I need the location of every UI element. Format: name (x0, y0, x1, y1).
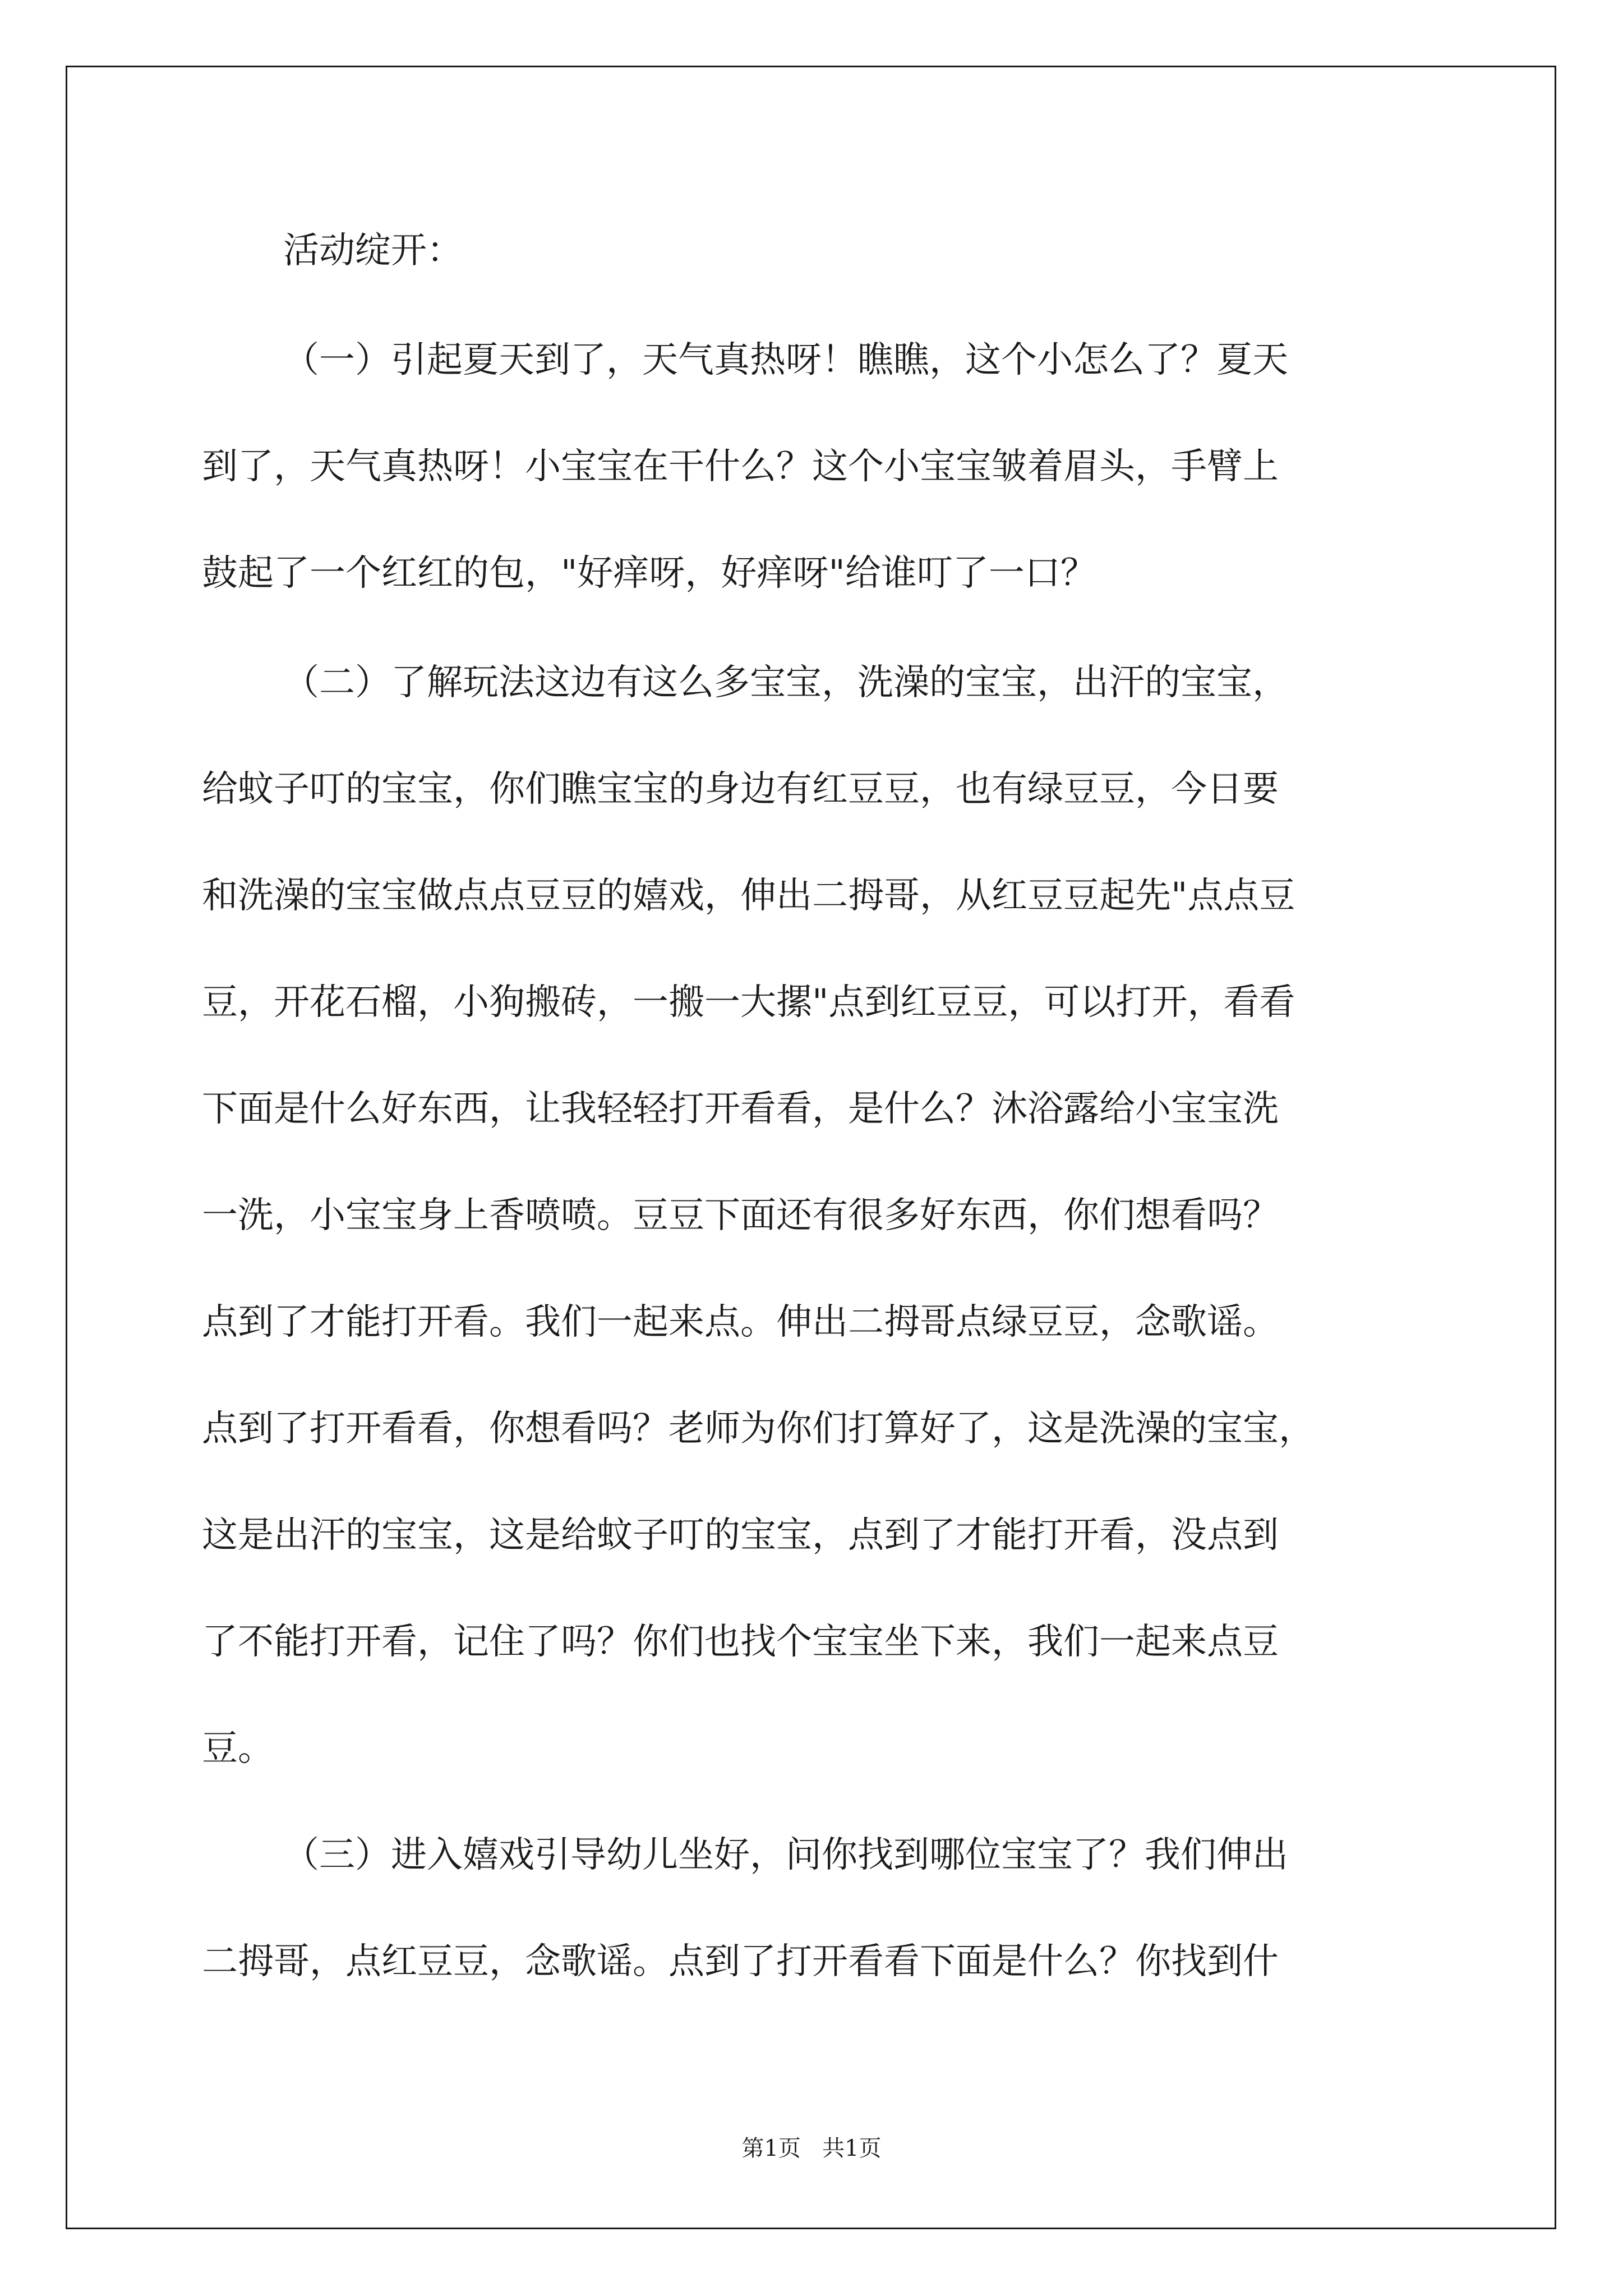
text-line: 给蚊子叮的宝宝，你们瞧宝宝的身边有红豆豆，也有绿豆豆，今日要 (202, 769, 1279, 810)
text-line: 一洗，小宝宝身上香喷喷。豆豆下面还有很多好东西，你们想看吗？ (202, 1195, 1279, 1236)
page-footer: 第1页 共1页 (741, 2136, 882, 2161)
text-line: （三）进入嬉戏引导幼儿坐好，问你找到哪位宝宝了？我们伸出 (283, 1834, 1288, 1876)
text-line: （二）了解玩法这边有这么多宝宝，洗澡的宝宝，出汗的宝宝， (283, 662, 1288, 703)
text-line: 二拇哥，点红豆豆，念歌谣。点到了打开看看下面是什么？你找到什 (202, 1941, 1279, 1982)
text-line: 和洗澡的宝宝做点点豆豆的嬉戏，伸出二拇哥，从红豆豆起先"点点豆 (202, 875, 1295, 917)
text-line: 下面是什么好东西，让我轻轻打开看看，是什么？沐浴露给小宝宝洗 (202, 1088, 1279, 1130)
text-line: 了不能打开看，记住了吗？你们也找个宝宝坐下来，我们一起来点豆 (202, 1621, 1279, 1663)
text-line: 活动绽开： (283, 230, 463, 272)
text-line: 鼓起了一个红红的包，"好痒呀，好痒呀"给谁叮了一口？ (202, 553, 1096, 594)
page-border (66, 66, 1556, 2229)
text-line: （一）引起夏天到了，天气真热呀！瞧瞧，这个小怎么了？夏天 (283, 339, 1288, 381)
text-line: 点到了才能打开看。我们一起来点。伸出二拇哥点绿豆豆，念歌谣。 (202, 1301, 1279, 1343)
text-line: 点到了打开看看，你想看吗？老师为你们打算好了，这是洗澡的宝宝， (202, 1408, 1315, 1450)
text-line: 豆。 (202, 1728, 274, 1769)
text-line: 这是出汗的宝宝，这是给蚊子叮的宝宝，点到了才能打开看，没点到 (202, 1515, 1279, 1556)
text-line: 豆，开花石榴，小狗搬砖，一搬一大摞"点到红豆豆，可以打开，看看 (202, 982, 1295, 1023)
text-line: 到了，天气真热呀！小宝宝在干什么？这个小宝宝皱着眉头，手臂上 (202, 446, 1279, 487)
